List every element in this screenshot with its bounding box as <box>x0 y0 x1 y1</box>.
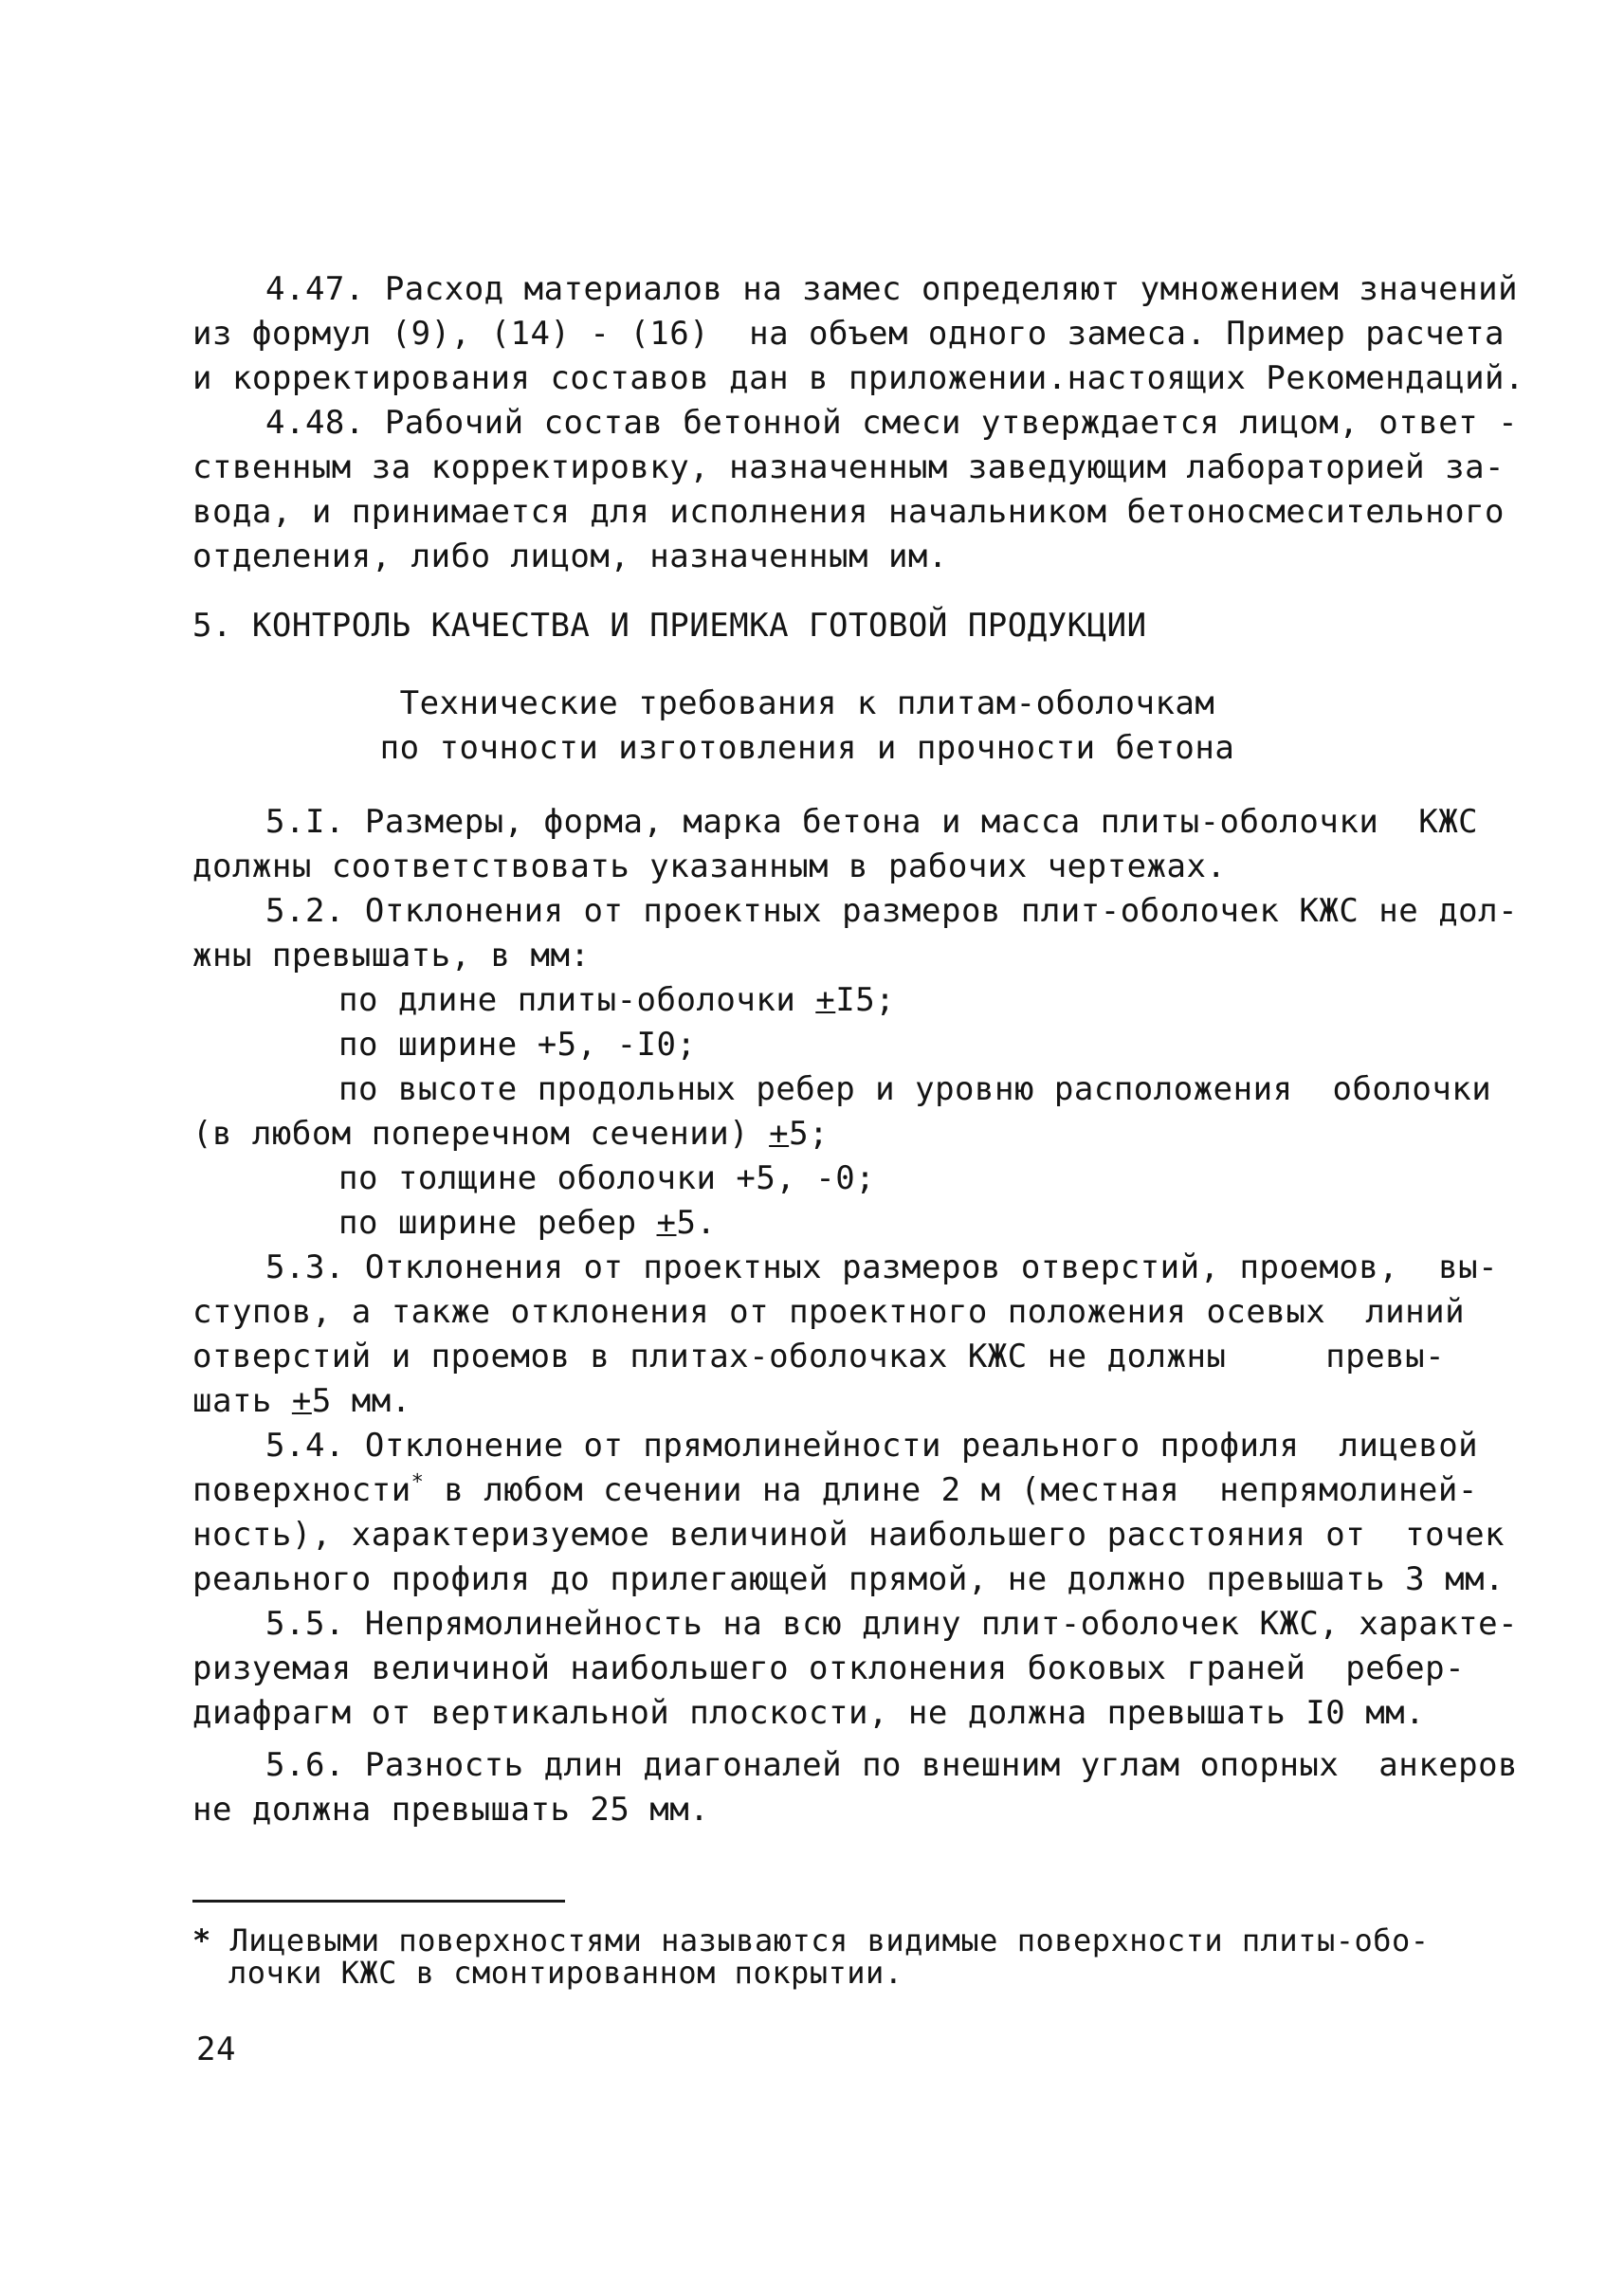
footnote-reference-mark: * <box>411 1470 425 1495</box>
p52-rib-width <box>338 1202 716 1244</box>
footnote-divider <box>192 1900 565 1903</box>
p52-rib-value: 5. <box>676 1204 717 1242</box>
p52-rib-text: по ширине ребер <box>338 1204 657 1242</box>
p55-line-1: 5.5. Непрямолинейность на всю длину плит-оболочек КЖС, характе- <box>265 1605 1519 1643</box>
p448-line-4: отделения, либо лицом, назначенным им. <box>192 537 948 575</box>
p51-line-1: 5.I. Размеры, форма, марка бетона и масса плиты-оболочки КЖС <box>265 803 1479 841</box>
p54-line-4: реального профиля до прилегающей прямой, не должно превышать 3 мм. <box>192 1560 1505 1598</box>
p55-line-2: ризуемая величиной наибольшего отклонения боковых граней ребер- <box>192 1649 1466 1687</box>
p447-line-1: 4.47. Расход материалов на замес определяют умножением значений <box>265 270 1519 308</box>
p53-last-value: 5 мм. <box>311 1382 411 1420</box>
p448-line-1: 4.48. Рабочий состав бетонной смеси утверждается лицом, ответ - <box>265 404 1519 442</box>
p447-line-3: и корректирования составов дан в приложении.настоящих Рекомендаций. <box>192 359 1524 397</box>
p54-word: поверхности <box>192 1471 411 1509</box>
p52-width: по ширине +5, -I0; <box>338 1026 697 1064</box>
plus-minus-sign: + <box>656 1204 677 1242</box>
p448-line-3: вода, и принимается для исполнения начальником бетоносмесительного <box>192 493 1505 531</box>
page-number: 24 <box>196 2031 236 2068</box>
footnote-mark: * <box>192 1922 211 1958</box>
p448-line-2: ственным за корректировку, назначенным заведующим лабораторией за- <box>192 448 1505 486</box>
p55-line-3: диафрагм от вертикальной плоскости, не должна превышать I0 мм. <box>192 1694 1426 1732</box>
p52-thickness: по толщине оболочки +5, -0; <box>338 1159 876 1197</box>
p53-line-3: отверстий и проемов в плитах-оболочках КЖС не должны превы- <box>192 1338 1446 1375</box>
p56-line-1: 5.6. Разность длин диагоналей по внешним углам опорных анкеров <box>265 1746 1519 1784</box>
p53-line-2: ступов, а также отклонения от проектного положения осевых линий <box>192 1293 1466 1331</box>
p52-length <box>338 979 895 1021</box>
footnote-text-1: Лицевыми поверхностями называются видимые поверхности плиты-обо- <box>229 1922 1430 1958</box>
subheading-line-2: по точности изготовления и прочности бетона <box>379 729 1235 767</box>
p52-height-line-1: по высоте продольных ребер и уровню расположения оболочки <box>338 1070 1492 1108</box>
p52-line-2: жны превышать, в мм: <box>192 937 591 974</box>
p52-height-text: (в любом поперечном сечении) <box>192 1115 770 1153</box>
p52-height-line-2 <box>192 1113 829 1155</box>
p54-line-2 <box>192 1469 1478 1511</box>
p53-last-text: шать <box>192 1382 292 1420</box>
p52-height-value: 5; <box>789 1115 830 1153</box>
section-title: 5. КОНТРОЛЬ КАЧЕСТВА И ПРИЕМКА ГОТОВОЙ ПРОДУКЦИИ <box>192 607 1147 645</box>
footnote-line-2: лочки КЖС в смонтированном покрытии. <box>228 1955 903 1991</box>
p52-line-1: 5.2. Отклонения от проектных размеров плит-оболочек КЖС не дол- <box>265 892 1519 930</box>
p52-length-value: I5; <box>835 981 896 1019</box>
p52-length-text: по длине плиты-оболочки <box>338 981 816 1019</box>
plus-minus-sign: + <box>291 1382 312 1420</box>
p447-line-2: из формул (9), (14) - (16) на объем одного замеса. Пример расчета <box>192 315 1505 353</box>
p53-line-1: 5.3. Отклонения от проектных размеров отверстий, проемов, вы- <box>265 1248 1499 1286</box>
p54-line-1: 5.4. Отклонение от прямолинейности реального профиля лицевой <box>265 1427 1479 1465</box>
p56-line-2: не должна превышать 25 мм. <box>192 1791 710 1829</box>
p53-line-4 <box>192 1380 411 1422</box>
plus-minus-sign: + <box>769 1115 790 1153</box>
subheading-line-1: Технические требования к плитам-оболочкам <box>399 684 1215 722</box>
plus-minus-sign: + <box>815 981 836 1019</box>
p51-line-2: должны соответствовать указанным в рабочих чертежах. <box>192 847 1227 885</box>
footnote-line-1 <box>192 1924 1430 1957</box>
p54-line-3: ность), характеризуемое величиной наибольшего расстояния от точек <box>192 1516 1505 1554</box>
p54-rest: в любом сечении на длине 2 м (местная непрямолиней- <box>424 1471 1478 1509</box>
